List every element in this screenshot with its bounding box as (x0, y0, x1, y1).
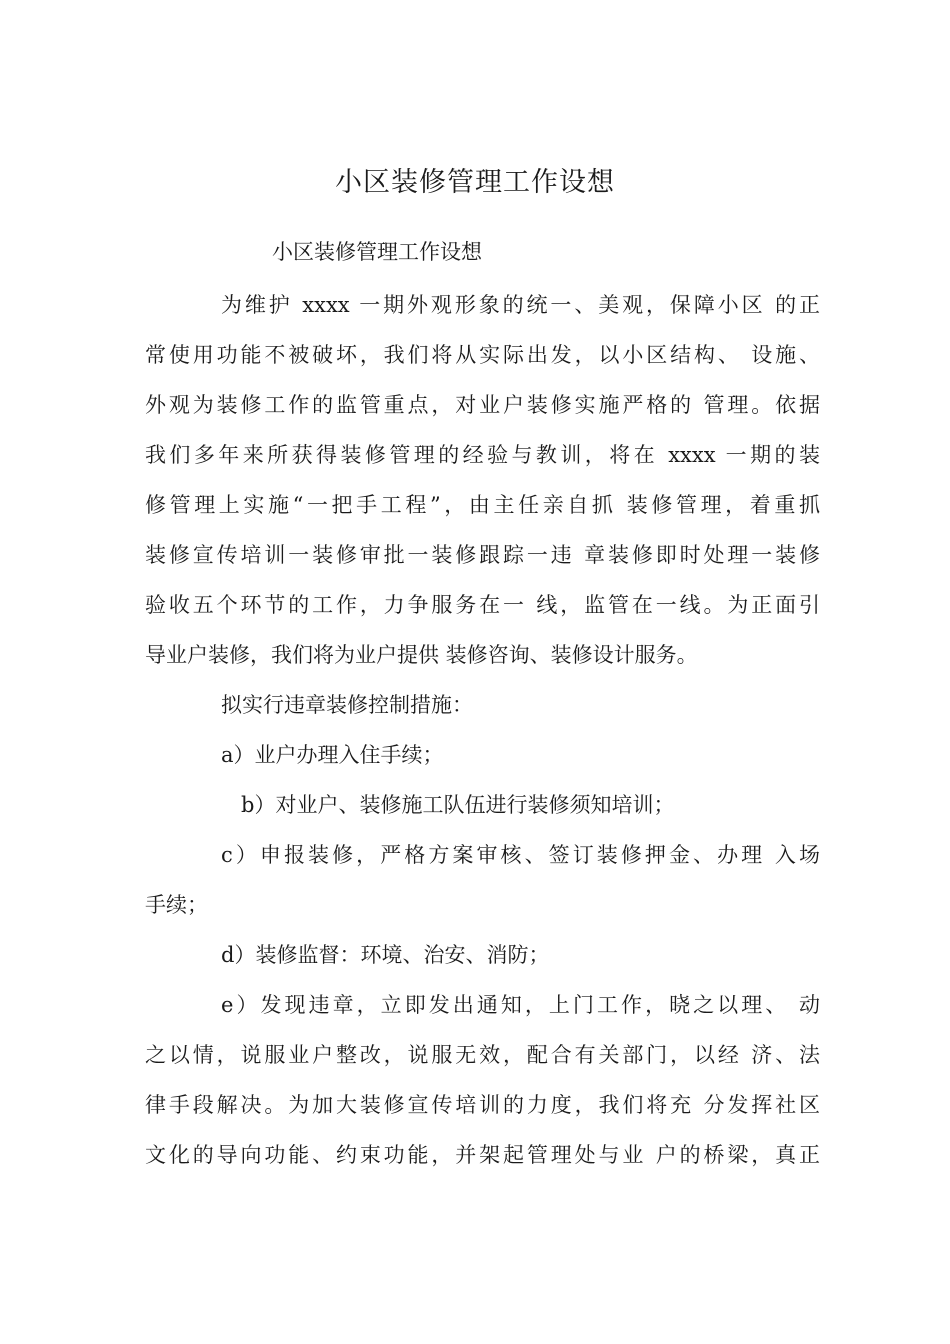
section-heading: 拟实行违章装修控制措施： (221, 693, 473, 717)
paragraph-line: 装修宣传培训一装修审批一装修跟踪一违 章装修即时处理一装修 (145, 543, 820, 567)
paragraph-line: 我们多年来所获得装修管理的经验与教训，将在 xxxx 一期的装 (145, 443, 820, 467)
list-item: d）装修监督：环境、治安、消防； (221, 943, 550, 967)
paragraph-line: 常使用功能不被破坏，我们将从实际出发，以小区结构、 设施、 (145, 343, 820, 367)
paragraph-line: 外观为装修工作的监管重点，对业户装修实施严格的 管理。依据 (145, 393, 820, 417)
document-body (145, 280, 820, 1180)
list-item: a）业户办理入住手续； (221, 743, 444, 767)
paragraph-line: 为维护 xxxx 一期外观形象的统一、美观，保障小区 的正 (221, 293, 820, 317)
list-item: b）对业户、装修施工队伍进行装修须知培训； (241, 793, 675, 817)
list-item-continuation: 之以情，说服业户整改，说服无效，配合有关部门，以经 济、法 (145, 1043, 820, 1067)
list-item-continuation: 律手段解决。为加大装修宣传培训的力度，我们将充 分发挥社区 (145, 1093, 820, 1117)
list-item: c）申报装修，严格方案审核、签订装修押金、办理 入场 (221, 843, 820, 867)
paragraph-line: 修管理上实施“一把手工程”，由主任亲自抓 装修管理，着重抓 (145, 493, 820, 517)
list-item: e）发现违章，立即发出通知，上门工作，晓之以理、 动 (221, 993, 820, 1017)
document-subtitle: 小区装修管理工作设想 (272, 240, 482, 264)
list-item-continuation: 文化的导向功能、约束功能，并架起管理处与业 户的桥梁，真正 (145, 1143, 820, 1167)
paragraph-line: 验收五个环节的工作，力争服务在一 线，监管在一线。为正面引 (145, 593, 820, 617)
paragraph-line: 导业户装修，我们将为业户提供 装修咨询、装修设计服务。 (145, 643, 698, 667)
document-title: 小区装修管理工作设想 (335, 167, 615, 198)
list-item-continuation: 手续； (145, 893, 208, 917)
